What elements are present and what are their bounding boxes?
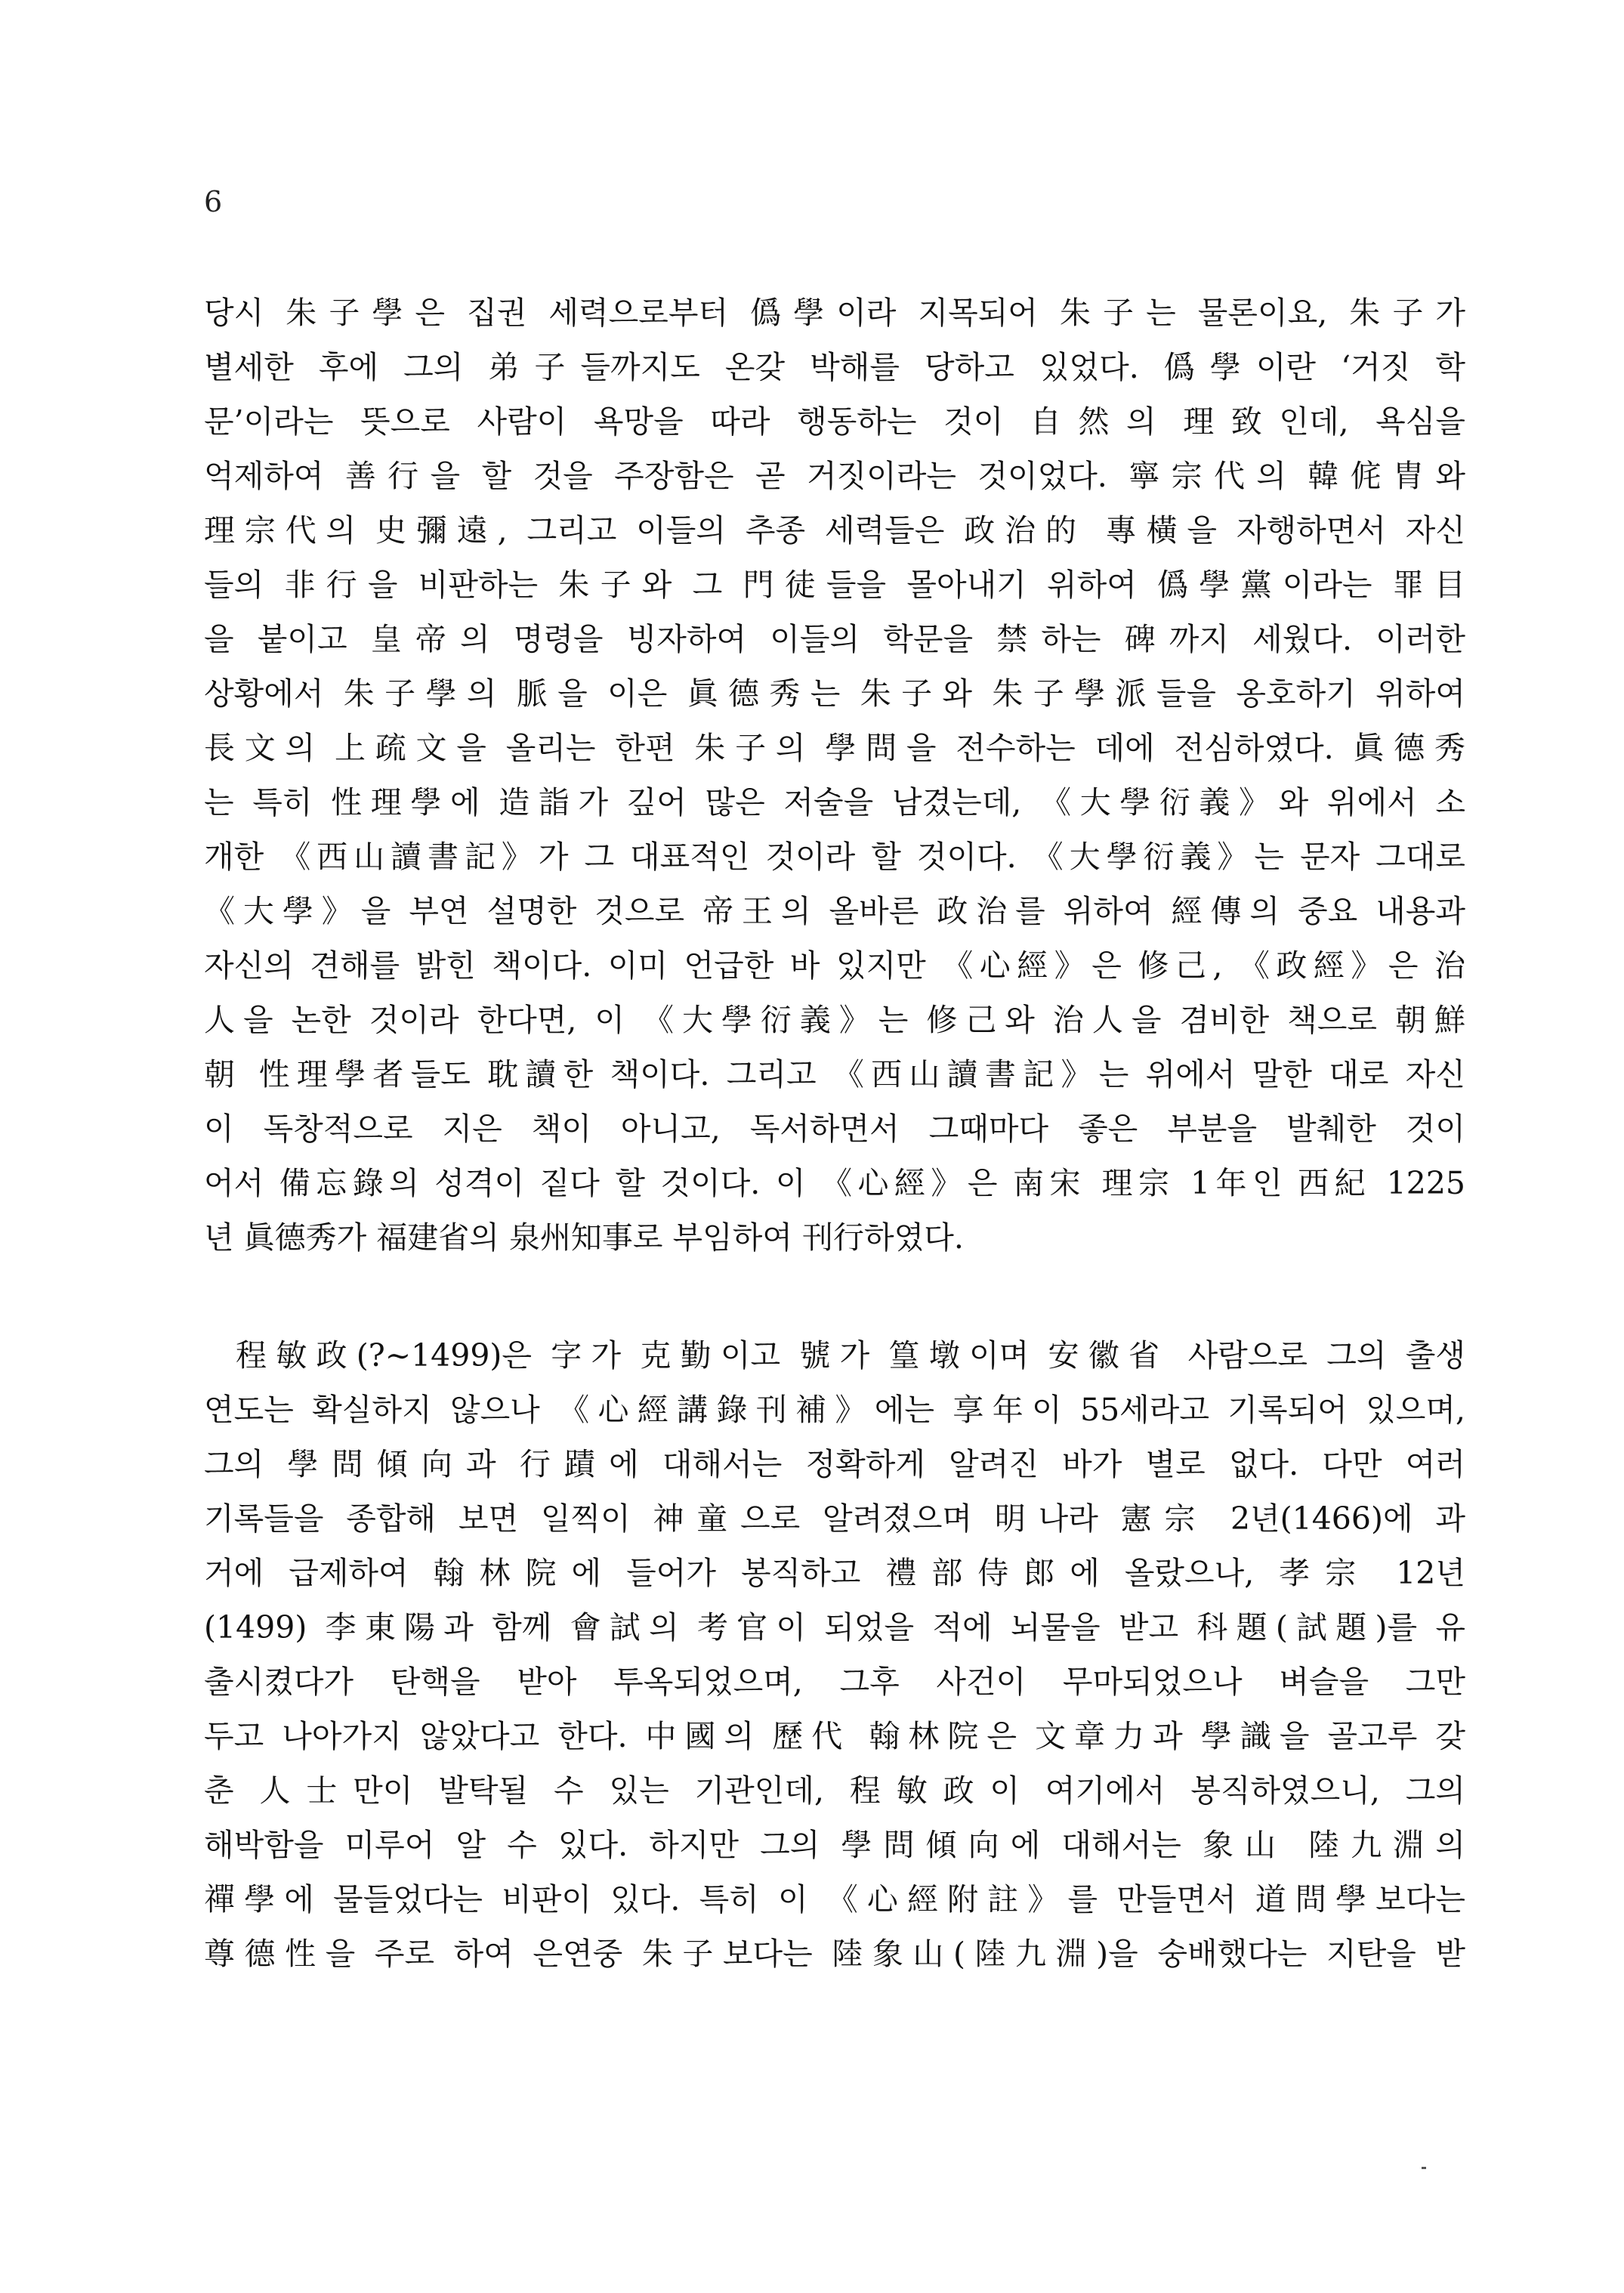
text-line: 어서 備忘錄의 성격이 짙다 할 것이다. 이 《心經》은 南宋 理宗 1年인 西紀 1225 [204, 1165, 1465, 1201]
text-line: 년 眞德秀가 福建省의 泉州知事로 부임하여 刊行하였다. [204, 1219, 964, 1256]
text-line: 는 특히 性理學에 造詣가 깊어 많은 저술을 남겼는데, 《大學衍義》와 위에서 소 [204, 784, 1465, 820]
text-line: 상황에서 朱子學의 脈을 이은 眞德秀는 朱子와 朱子學派들을 옹호하기 위하여 [204, 675, 1465, 712]
text-line: 연도는 확실하지 않으나 《心經講錄刊補》에는 享年이 55세라고 기록되어 있으며, [204, 1392, 1465, 1428]
body-text [204, 286, 1465, 1981]
text-line: 尊德性을 주로 하여 은연중 朱子보다는 陸象山(陸九淵)을 숭배했다는 지탄을 받 [204, 1936, 1465, 1972]
page-number: 6 [204, 185, 223, 218]
text-line: 자신의 견해를 밝힌 책이다. 이미 언급한 바 있지만 《心經》은 修己, 《政經》은 治 [204, 947, 1465, 984]
text-line: 춘 人士만이 발탁될 수 있는 기관인데, 程敏政이 여기에서 봉직하였으니, 그의 [204, 1772, 1465, 1809]
text-line: 長文의 上疏文을 올리는 한편 朱子의 學問을 전수하는 데에 전심하였다. 眞德秀 [204, 730, 1465, 766]
text-line: 별세한 후에 그의 弟子들까지도 온갖 박해를 당하고 있었다. 僞學이란 ‘거짓 학 [204, 349, 1465, 385]
paragraph-2 [204, 1328, 1465, 1981]
text-line: 禪學에 물들었다는 비판이 있다. 특히 이 《心經附註》를 만들면서 道問學보다는 [204, 1881, 1465, 1918]
text-line: 당시 朱子學은 집권 세력으로부터 僞學이라 지목되어 朱子는 물론이요, 朱子가 [204, 295, 1465, 331]
text-line: 개한 《西山讀書記》가 그 대표적인 것이라 할 것이다. 《大學衍義》는 문자 그대로 [204, 839, 1465, 875]
text-line: 문’이라는 뜻으로 사람이 욕망을 따라 행동하는 것이 自然의 理致인데, 욕심을 [204, 403, 1465, 440]
paragraph-spacer [204, 1265, 1465, 1328]
text-line: 거에 급제하여 翰林院에 들어가 봉직하고 禮部侍郎에 올랐으나, 孝宗 12년 [204, 1555, 1465, 1591]
text-line: 두고 나아가지 않았다고 한다. 中國의 歷代 翰林院은 文章力과 學識을 골고루 갖 [204, 1718, 1465, 1754]
text-line: 억제하여 善行을 할 것을 주장함은 곧 거짓이라는 것이었다. 寧宗代의 韓侂胄와 [204, 458, 1465, 494]
text-line: 程敏政(?∼1499)은 字가 克勤이고 號가 篁墩이며 安徽省 사람으로 그의 출생 [236, 1337, 1465, 1374]
text-line: (1499) 李東陽과 함께 會試의 考官이 되었을 적에 뇌물을 받고 科題(試題)를 유 [204, 1609, 1465, 1646]
text-line: 朝 性理學者들도 耽讀한 책이다. 그리고 《西山讀書記》는 위에서 말한 대로 자신 [204, 1056, 1465, 1092]
text-line: 기록들을 종합해 보면 일찍이 神童으로 알려졌으며 明나라 憲宗 2년(1466)에 과 [204, 1500, 1465, 1537]
text-line: 출시켰다가 탄핵을 받아 투옥되었으며, 그후 사건이 무마되었으나 벼슬을 그만 [204, 1664, 1465, 1700]
text-line: 《大學》을 부연 설명한 것으로 帝王의 올바른 政治를 위하여 經傳의 중요 내용과 [204, 893, 1465, 929]
text-line: 그의 學問傾向과 行蹟에 대해서는 정확하게 알려진 바가 별로 없다. 다만 여러 [204, 1446, 1465, 1482]
text-line: 理宗代의 史彌遠, 그리고 이들의 추종 세력들은 政治的 專橫을 자행하면서 자신 [204, 512, 1465, 549]
text-line: 이 독창적으로 지은 책이 아니고, 독서하면서 그때마다 좋은 부분을 발췌한 것이 [204, 1111, 1465, 1147]
paragraph-1 [204, 286, 1465, 1265]
text-line: 들의 非行을 비판하는 朱子와 그 門徒들을 몰아내기 위하여 僞學黨이라는 罪目 [204, 567, 1465, 603]
text-line: 을 붙이고 皇帝의 명령을 빙자하여 이들의 학문을 禁하는 碑까지 세웠다. 이러한 [204, 621, 1465, 657]
scan-speck [1422, 2167, 1426, 2169]
text-line: 해박함을 미루어 알 수 있다. 하지만 그의 學問傾向에 대해서는 象山 陸九淵의 [204, 1827, 1465, 1863]
text-line: 人을 논한 것이라 한다면, 이 《大學衍義》는 修己와 治人을 겸비한 책으로 朝鮮 [204, 1002, 1465, 1038]
